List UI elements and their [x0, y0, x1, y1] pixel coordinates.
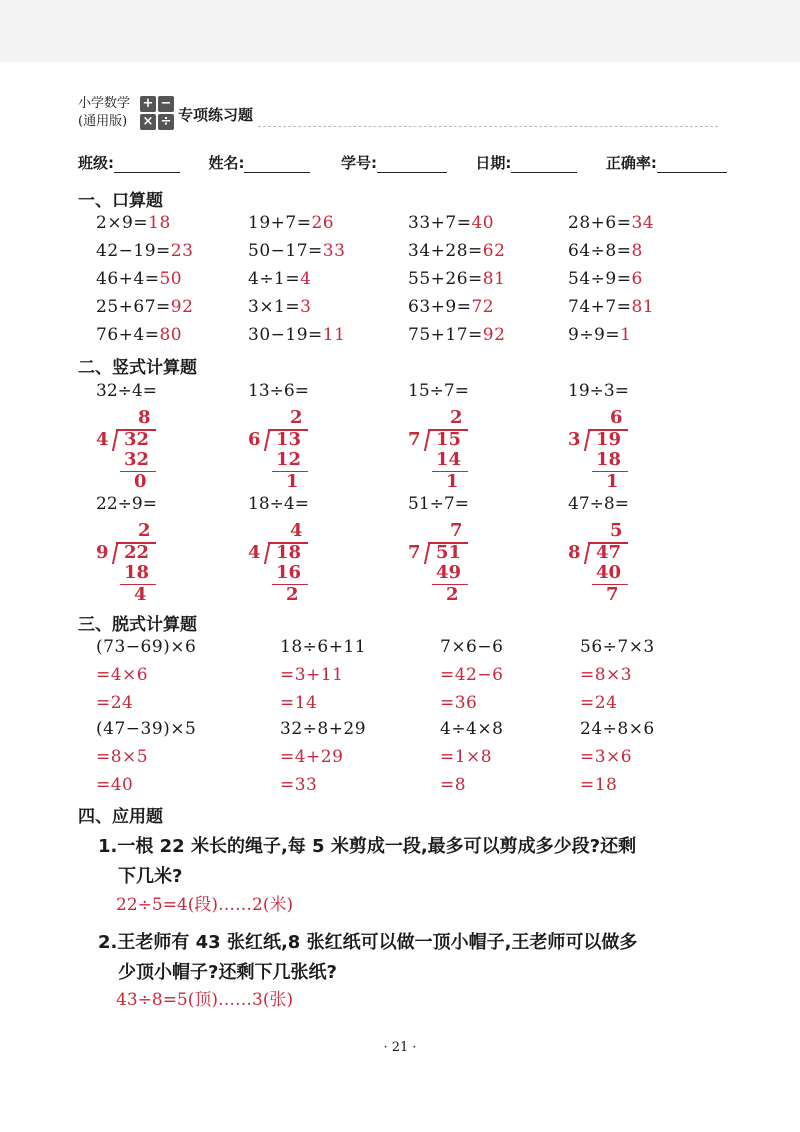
- division-question: 47÷8=: [568, 494, 629, 514]
- oral-item: [408, 269, 505, 289]
- product: 18: [596, 449, 622, 470]
- division-bracket: [264, 544, 270, 564]
- top-band: [0, 0, 800, 62]
- dividend: 19: [596, 429, 622, 450]
- oral-answer: 3: [300, 297, 312, 317]
- stepwise-question: 18÷6+11: [280, 637, 367, 657]
- oral-answer: 34: [631, 213, 655, 233]
- product: 12: [276, 449, 302, 470]
- name-label: 姓名:: [208, 154, 245, 172]
- stepwise-question: 7×6−6: [440, 637, 504, 657]
- stepwise-step2: =24: [580, 693, 618, 713]
- long-division-4: [568, 407, 658, 507]
- quotient: 4: [290, 520, 303, 541]
- division-question: 32÷4=: [96, 381, 157, 401]
- oral-item: [408, 241, 505, 261]
- oral-item: [248, 241, 345, 261]
- oral-question: 28+6=: [568, 213, 632, 233]
- oral-item: [96, 325, 182, 345]
- quotient: 5: [610, 520, 623, 541]
- division-bracket: [112, 431, 118, 451]
- oral-answer: 6: [631, 269, 643, 289]
- oral-question: 76+4=: [96, 325, 160, 345]
- remainder: 7: [606, 584, 619, 605]
- division-bracket: [584, 431, 590, 451]
- oral-item: [248, 213, 334, 233]
- word-problem-2-text-line2: 少顶小帽子?还剩下几张纸?: [118, 962, 337, 983]
- word-problem-2-text-line1: 2.王老师有 43 张红纸,8 张红纸可以做一顶小帽子,王老师可以做多: [98, 932, 638, 953]
- series-edition: (通用版): [78, 114, 128, 129]
- stepwise-question: (47−39)×5: [96, 719, 197, 739]
- oral-answer: 81: [482, 269, 506, 289]
- stepwise-step2: =40: [96, 775, 134, 795]
- oral-item: [96, 241, 193, 261]
- word-problem-1-text-line2: 下几米?: [118, 866, 183, 887]
- oral-answer: 92: [482, 325, 506, 345]
- oral-question: 75+17=: [408, 325, 483, 345]
- section-oral-title: 一、口算题: [78, 191, 163, 211]
- oral-item: [568, 325, 631, 345]
- oral-answer: 1: [620, 325, 632, 345]
- stepwise-step1: =8×3: [580, 665, 633, 685]
- oral-answer: 26: [311, 213, 335, 233]
- division-bracket: [424, 431, 430, 451]
- divisor: 4: [248, 542, 261, 563]
- long-division-3: [408, 407, 498, 507]
- dividend: 51: [436, 542, 462, 563]
- divisor: 3: [568, 429, 581, 450]
- stepwise-step1: =42−6: [440, 665, 504, 685]
- product: 40: [596, 562, 622, 583]
- quotient: 2: [290, 407, 303, 428]
- quotient: 8: [138, 407, 151, 428]
- oral-item: [408, 297, 494, 317]
- oral-answer: 62: [482, 241, 506, 261]
- dividend: 22: [124, 542, 150, 563]
- oral-answer: 4: [300, 269, 312, 289]
- name-field[interactable]: [244, 156, 310, 173]
- remainder: 2: [446, 584, 459, 605]
- oral-answer: 8: [631, 241, 643, 261]
- stepwise-question: 24÷8×6: [580, 719, 655, 739]
- oral-item: [96, 297, 193, 317]
- divisor: 7: [408, 542, 421, 563]
- stepwise-step2: =8: [440, 775, 467, 795]
- division-question: 22÷9=: [96, 494, 157, 514]
- division-question: 18÷4=: [248, 494, 309, 514]
- divisor: 4: [96, 429, 109, 450]
- quotient: 6: [610, 407, 623, 428]
- oral-question: 34+28=: [408, 241, 483, 261]
- oral-question: 2×9=: [96, 213, 149, 233]
- oral-item: [568, 269, 643, 289]
- operators-logo-icon: + − × ÷: [140, 96, 174, 130]
- id-label: 学号:: [340, 154, 377, 172]
- remainder: 1: [286, 471, 299, 492]
- stepwise-question: 4÷4×8: [440, 719, 504, 739]
- oral-answer: 11: [322, 325, 346, 345]
- class-label: 班级:: [78, 154, 114, 172]
- oral-question: 54÷9=: [568, 269, 632, 289]
- stepwise-question: (73−69)×6: [96, 637, 197, 657]
- product: 18: [124, 562, 150, 583]
- oral-question: 63+9=: [408, 297, 472, 317]
- stepwise-step1: =3+11: [280, 665, 344, 685]
- section-stepwise-title: 三、脱式计算题: [78, 615, 197, 635]
- division-question: 19÷3=: [568, 381, 629, 401]
- long-division-1: [96, 407, 186, 507]
- division-question: 13÷6=: [248, 381, 309, 401]
- oral-answer: 23: [170, 241, 194, 261]
- stepwise-step1: =8×5: [96, 747, 149, 767]
- long-division-6: [248, 520, 338, 620]
- oral-item: [248, 269, 311, 289]
- long-division-7: [408, 520, 498, 620]
- oral-question: 19+7=: [248, 213, 312, 233]
- worksheet-subtitle: 专项练习题: [178, 106, 254, 124]
- oral-question: 30−19=: [248, 325, 323, 345]
- stepwise-step1: =4+29: [280, 747, 344, 767]
- quotient: 2: [450, 407, 463, 428]
- date-label: 日期:: [475, 154, 512, 172]
- quotient: 2: [138, 520, 151, 541]
- remainder: 1: [446, 471, 459, 492]
- remainder: 4: [134, 584, 147, 605]
- dividend: 15: [436, 429, 462, 450]
- divisor: 9: [96, 542, 109, 563]
- product: 14: [436, 449, 462, 470]
- oral-item: [408, 213, 494, 233]
- division-bracket: [424, 544, 430, 564]
- oral-item: [568, 241, 643, 261]
- stepwise-step1: =1×8: [440, 747, 493, 767]
- oral-answer: 92: [170, 297, 194, 317]
- stepwise-step1: =3×6: [580, 747, 633, 767]
- oral-question: 4÷1=: [248, 269, 301, 289]
- stepwise-step1: =4×6: [96, 665, 149, 685]
- oral-item: [568, 297, 654, 317]
- stepwise-step2: =33: [280, 775, 318, 795]
- accuracy-label: 正确率:: [605, 154, 657, 172]
- division-question: 15÷7=: [408, 381, 469, 401]
- oral-item: [248, 325, 345, 345]
- oral-question: 46+4=: [96, 269, 160, 289]
- oral-item: [568, 213, 654, 233]
- date-field[interactable]: [511, 156, 577, 173]
- oral-answer: 40: [471, 213, 495, 233]
- oral-question: 50−17=: [248, 241, 323, 261]
- product: 16: [276, 562, 302, 583]
- stepwise-step2: =14: [280, 693, 318, 713]
- long-division-8: [568, 520, 658, 620]
- oral-question: 3×1=: [248, 297, 301, 317]
- id-field[interactable]: [377, 156, 447, 173]
- oral-answer: 18: [148, 213, 171, 233]
- accuracy-field[interactable]: [657, 156, 727, 173]
- stepwise-question: 56÷7×3: [580, 637, 655, 657]
- divisor: 8: [568, 542, 581, 563]
- quotient: 7: [450, 520, 463, 541]
- oral-question: 74+7=: [568, 297, 632, 317]
- oral-answer: 33: [322, 241, 346, 261]
- oral-answer: 81: [631, 297, 655, 317]
- product: 32: [124, 449, 150, 470]
- info-row: [78, 152, 727, 173]
- section-word-title: 四、应用题: [78, 807, 163, 827]
- oral-answer: 72: [471, 297, 495, 317]
- page-number: · 21 ·: [383, 1040, 417, 1055]
- oral-question: 42−19=: [96, 241, 171, 261]
- oral-question: 55+26=: [408, 269, 483, 289]
- remainder: 1: [606, 471, 619, 492]
- stepwise-step2: =18: [580, 775, 618, 795]
- stepwise-step2: =24: [96, 693, 134, 713]
- divisor: 7: [408, 429, 421, 450]
- word-problem-1-answer: 22÷5=4(段)……2(米): [116, 895, 294, 915]
- header-divider: [258, 126, 718, 127]
- division-bracket: [584, 544, 590, 564]
- oral-question: 64÷8=: [568, 241, 632, 261]
- long-division-5: [96, 520, 186, 620]
- remainder: 2: [286, 584, 299, 605]
- long-division-2: [248, 407, 338, 507]
- dividend: 32: [124, 429, 150, 450]
- remainder: 0: [134, 471, 147, 492]
- dividend: 18: [276, 542, 302, 563]
- stepwise-question: 32÷8+29: [280, 719, 367, 739]
- divisor: 6: [248, 429, 261, 450]
- oral-answer: 50: [159, 269, 183, 289]
- oral-item: [96, 213, 171, 233]
- stepwise-step2: =36: [440, 693, 478, 713]
- dividend: 47: [596, 542, 622, 563]
- oral-question: 33+7=: [408, 213, 472, 233]
- word-problem-2-answer: 43÷8=5(顶)……3(张): [116, 990, 294, 1010]
- product: 49: [436, 562, 462, 583]
- division-question: 51÷7=: [408, 494, 469, 514]
- oral-item: [248, 297, 311, 317]
- series-title: 小学数学: [78, 96, 131, 111]
- division-bracket: [264, 431, 270, 451]
- oral-question: 25+67=: [96, 297, 171, 317]
- oral-item: [96, 269, 182, 289]
- dividend: 13: [276, 429, 302, 450]
- oral-question: 9÷9=: [568, 325, 621, 345]
- oral-answer: 80: [159, 325, 183, 345]
- word-problem-1-text-line1: 1.一根 22 米长的绳子,每 5 米剪成一段,最多可以剪成多少段?还剩: [98, 836, 637, 857]
- oral-item: [408, 325, 505, 345]
- section-vertical-title: 二、竖式计算题: [78, 358, 197, 378]
- division-bracket: [112, 544, 118, 564]
- class-field[interactable]: [114, 156, 180, 173]
